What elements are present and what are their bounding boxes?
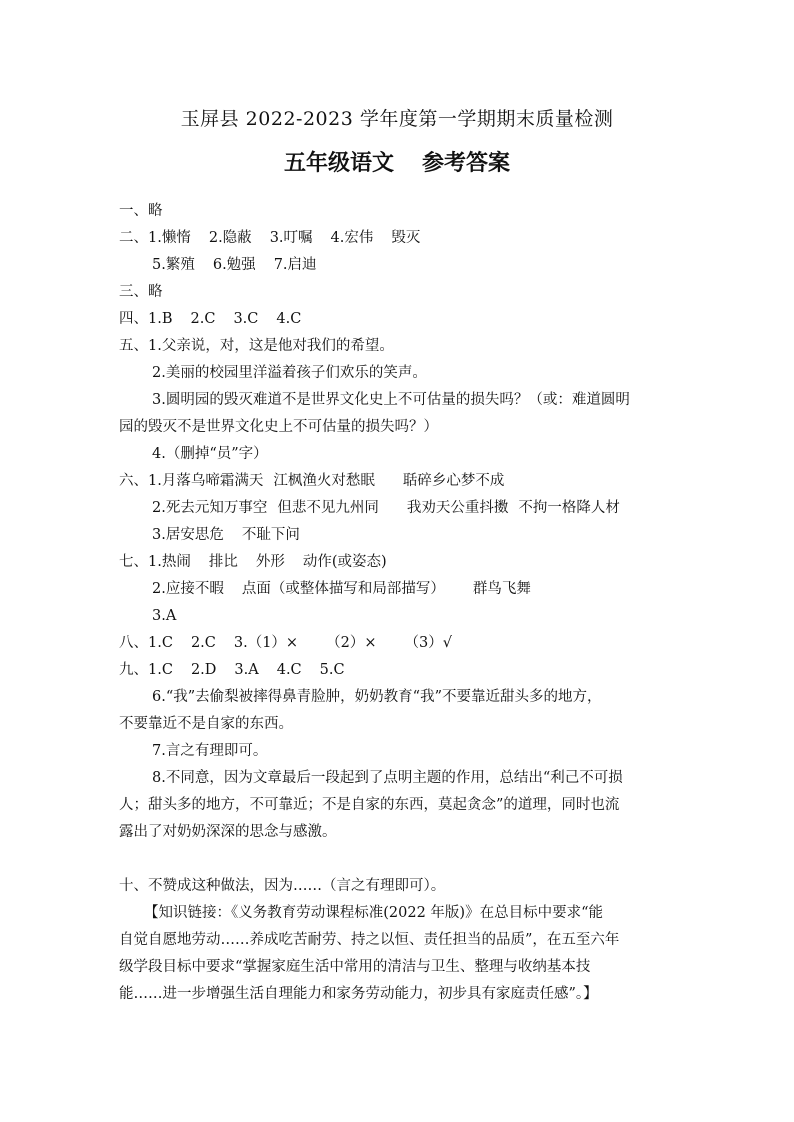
answer-item: 5.繁殖 bbox=[152, 257, 195, 273]
section-9-item-8-cont: 露出了对奶奶深深的思念与感激。 bbox=[119, 824, 337, 840]
answer-item: 我劝天公重抖擞 bbox=[406, 500, 509, 516]
answer-item: 4.宏伟 bbox=[330, 230, 374, 246]
answer-item: 4.C bbox=[276, 662, 302, 678]
page-subtitle bbox=[0, 146, 794, 177]
knowledge-link-cont: 能……进一步增强生活自理能力和家务劳动能力，初步具有家庭责任感”。】 bbox=[119, 986, 598, 1002]
subtitle-grade-subject: 五年级语文 bbox=[283, 151, 394, 176]
section-4 bbox=[119, 309, 301, 329]
answer-item: 2.D bbox=[190, 662, 217, 678]
answer-item: 七、1.热闹 bbox=[119, 554, 191, 570]
answer-item: 不拘一格降人材 bbox=[518, 500, 620, 516]
section-7-item-1 bbox=[119, 552, 387, 572]
answer-item: 3.（1）× bbox=[233, 635, 299, 651]
section-9-item-8-cont: 人；甜头多的地方，不可靠近；不是自家的东西，莫起贪念”的道理，同时也流 bbox=[119, 797, 620, 813]
answer-item: 四、1.B bbox=[119, 311, 173, 327]
answer-item: 九、1.C bbox=[119, 662, 173, 678]
page-title: 玉屏县 2022-2023 学年度第一学期期末质量检测 bbox=[180, 108, 614, 130]
answer-item: 排比 bbox=[208, 554, 238, 570]
section-2-row-2 bbox=[152, 255, 317, 275]
section-9-item-8: 8.不同意，因为文章最后一段起到了点明主题的作用，总结出“利己不可损 bbox=[152, 770, 623, 786]
answer-item: 2.C bbox=[190, 635, 216, 651]
answer-item: 不耻下问 bbox=[241, 527, 300, 543]
section-7-item-3: 3.A bbox=[152, 608, 177, 624]
answer-item: 动作(或姿态) bbox=[302, 554, 387, 570]
answer-item: 聒碎乡心梦不成 bbox=[402, 473, 505, 489]
answer-item: 点面（或整体描写和局部描写） bbox=[241, 581, 445, 597]
section-3: 三、略 bbox=[119, 284, 163, 300]
answer-item: 3.居安思危 bbox=[152, 527, 224, 543]
answer-item: （2）× bbox=[326, 635, 377, 651]
answer-item: 但悲不见九州同 bbox=[277, 500, 379, 516]
answer-item: （3）√ bbox=[404, 635, 452, 651]
section-5-item-4: 4.（删掉“员”字） bbox=[152, 446, 268, 462]
answer-item: 外形 bbox=[255, 554, 285, 570]
answer-item: 3.C bbox=[233, 311, 259, 327]
section-6-item-2 bbox=[152, 498, 620, 518]
answer-item: 4.C bbox=[276, 311, 302, 327]
answer-item: 2.应接不暇 bbox=[152, 581, 224, 597]
section-6-item-3 bbox=[152, 525, 300, 545]
answer-item: 二、1.懒惰 bbox=[119, 230, 191, 246]
section-6-item-1 bbox=[119, 471, 504, 491]
section-9-item-6-cont: 不要靠近不是自家的东西。 bbox=[119, 716, 293, 732]
section-8 bbox=[119, 633, 452, 653]
section-5-item-3: 3.圆明园的毁灭难道不是世界文化史上不可估量的损失吗？（或：难道圆明 bbox=[152, 392, 630, 408]
section-5-item-1: 五、1.父亲说，对，这是他对我们的希望。 bbox=[119, 338, 394, 354]
section-10: 十、不赞成这种做法，因为……（言之有理即可）。 bbox=[119, 878, 446, 894]
section-7-item-2 bbox=[152, 579, 531, 599]
answer-item: 7.启迪 bbox=[273, 257, 317, 273]
section-5-item-3-cont: 园的毁灭不是世界文化史上不可估量的损失吗？） bbox=[119, 419, 438, 435]
answer-item: 5.C bbox=[319, 662, 345, 678]
subtitle-answer-key: 参考答案 bbox=[422, 151, 511, 176]
answer-item: 六、1.月落乌啼霜满天 bbox=[119, 473, 264, 489]
knowledge-link-cont: 自觉自愿地劳动……养成吃苦耐劳、持之以恒、责任担当的品质”，在五至六年 bbox=[119, 932, 620, 948]
answer-item: 群鸟飞舞 bbox=[472, 581, 531, 597]
section-9-item-7: 7.言之有理即可。 bbox=[152, 743, 268, 759]
answer-item: 3.叮嘱 bbox=[269, 230, 313, 246]
answer-item: 2.C bbox=[190, 311, 216, 327]
section-5-item-2: 2.美丽的校园里洋溢着孩子们欢乐的笑声。 bbox=[152, 365, 427, 381]
answer-item: 3.A bbox=[234, 662, 259, 678]
section-1: 一、略 bbox=[119, 203, 163, 219]
answer-item: 6.勉强 bbox=[212, 257, 256, 273]
section-9-item-6: 6.“我”去偷梨被摔得鼻青脸肿，奶奶教育“我”不要靠近甜头多的地方， bbox=[152, 689, 602, 705]
answer-item: 八、1.C bbox=[119, 635, 173, 651]
section-2-row-1 bbox=[119, 228, 420, 248]
knowledge-link: 【知识链接：《义务教育劳动课程标准(2022 年版)》在总目标中要求“能 bbox=[144, 905, 603, 921]
section-9 bbox=[119, 660, 345, 680]
answer-item: 2.死去元知万事空 bbox=[152, 500, 268, 516]
knowledge-link-cont: 级学段目标中要求“掌握家庭生活中常用的清洁与卫生、整理与收纳基本技 bbox=[119, 959, 591, 975]
answer-item: 毁灭 bbox=[391, 230, 421, 246]
answer-item: 2.隐蔽 bbox=[208, 230, 252, 246]
answer-item: 江枫渔火对愁眠 bbox=[273, 473, 375, 489]
